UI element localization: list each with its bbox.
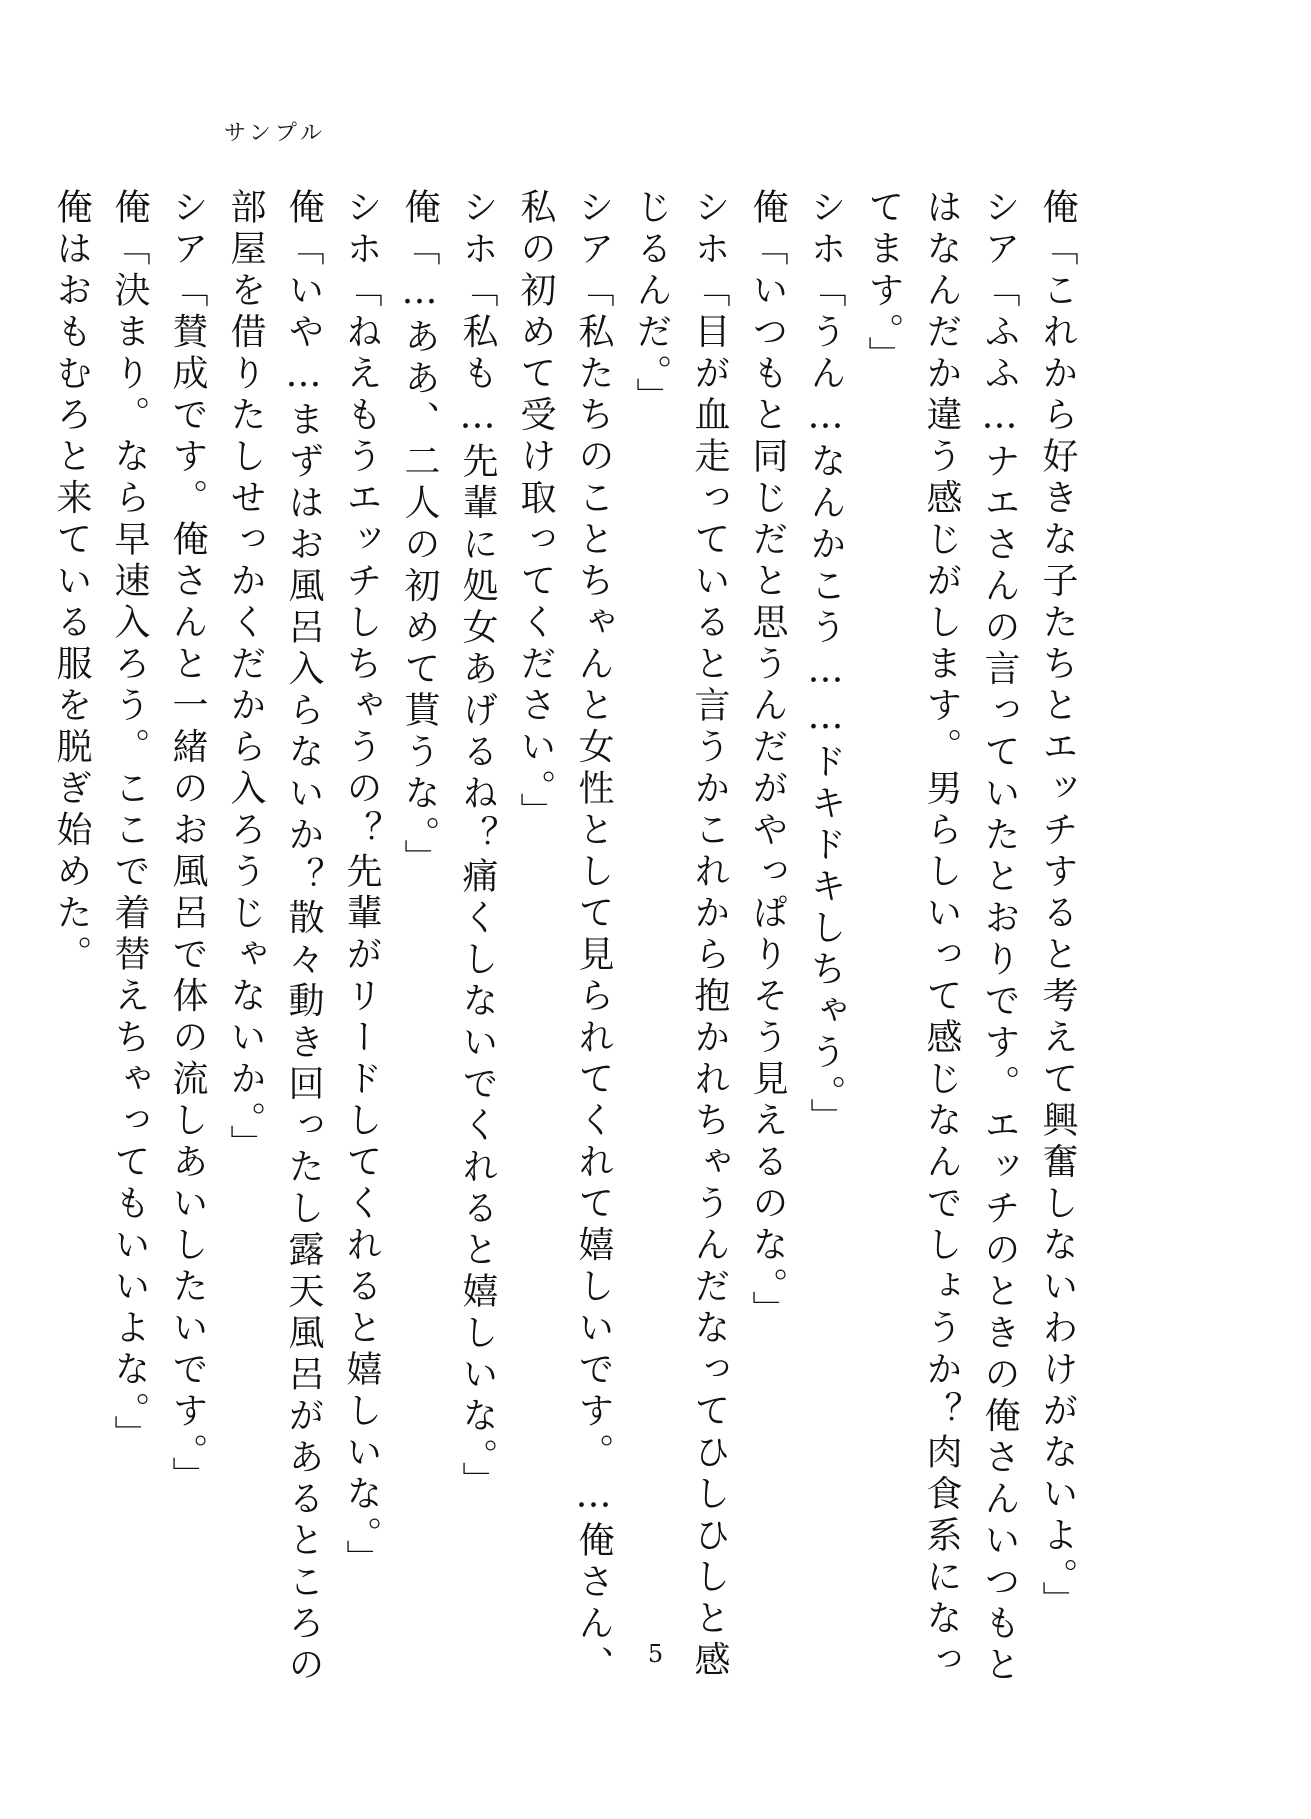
paragraph-9: シホ「ねえもうエッチしちゃうの？先輩がリードしてくれると嬉しいな。」 bbox=[341, 188, 382, 1581]
paragraph-2: シア「ふふ…ナエさんの言っていたとおりです。エッチのときの俺さんいつもとはなんだか違う感じがします。男らしいって感じなんでしょうか？肉食系になってます。」 bbox=[863, 188, 1020, 1687]
vertical-body-text bbox=[42, 188, 1086, 1688]
paragraph-8: 俺「…ああ、二人の初めて貰うな。」 bbox=[399, 188, 440, 881]
page-number: 5 bbox=[647, 1640, 664, 1668]
paragraph-7: シホ「私も…先輩に処女あげるね？痛くしないでくれると嬉しいな。」 bbox=[457, 188, 498, 1503]
paragraph-12: 俺「決まり。なら早速入ろう。ここで着替えちゃってもいいよな。」 bbox=[109, 188, 150, 1457]
paragraph-3: シホ「うん…なんかこう……ドキドキしちゃう。」 bbox=[805, 188, 846, 1140]
paragraph-4: 俺「いつもと同じだと思うんだがやっぱりそう見えるのな。」 bbox=[747, 188, 788, 1332]
paragraph-1: 俺「これから好きな子たちとエッチすると考えて興奮しないわけがないよ。」 bbox=[1037, 188, 1078, 1623]
paragraph-10: 俺「いや…まずはお風呂入らないか？散々動き回ったし露天風呂があるところの部屋を借りたしせっかくだから入ろうじゃないか。」 bbox=[225, 188, 324, 1687]
paragraph-11: シア「賛成です。俺さんと一緒のお風呂で体の流しあいしたいです。」 bbox=[167, 188, 208, 1498]
running-header: サンプル bbox=[224, 121, 327, 146]
paragraph-6: シア「私たちのことちゃんと女性として見られてくれて嬉しいです。…俺さん、私の初めて受け取ってください。」 bbox=[515, 188, 614, 1687]
paragraph-13: 俺はおもむろと来ている服を脱ぎ始めた。 bbox=[51, 188, 92, 977]
paragraph-5: シホ「目が血走っていると言うかこれから抱かれちゃうんだなってひしひしと感じるんだ。」 bbox=[631, 188, 730, 1682]
